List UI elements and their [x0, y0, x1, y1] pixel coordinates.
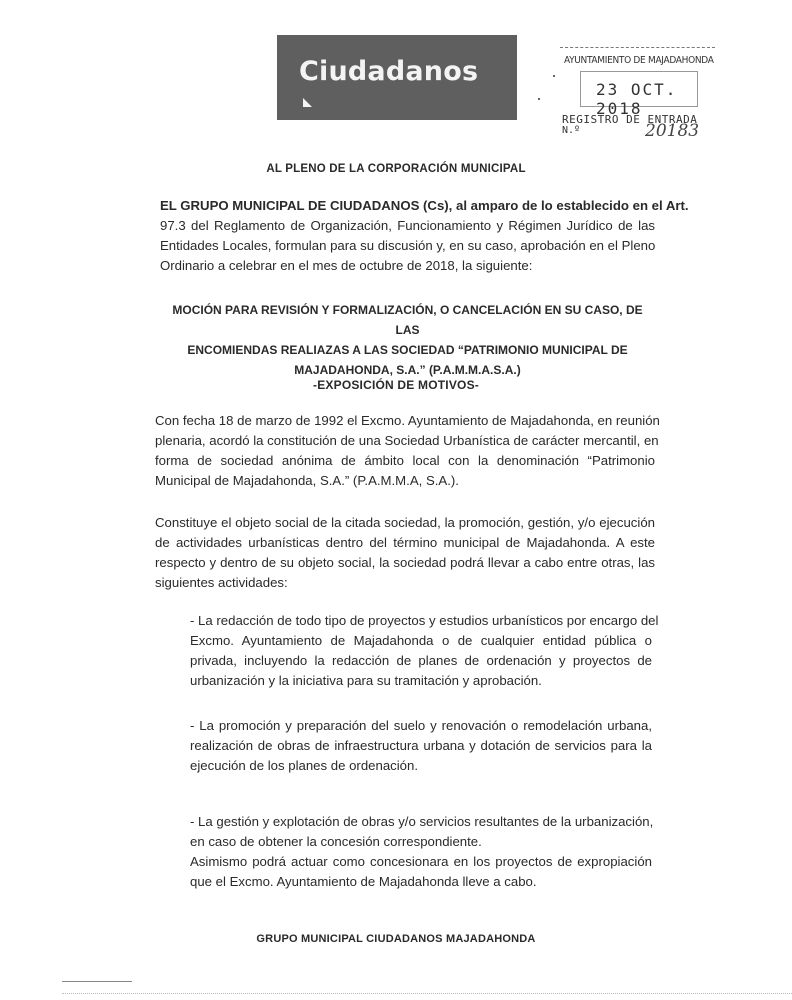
item-line: - La gestión y explotación de obras y/o servicios resultantes de la urbanización,: [190, 814, 654, 829]
item-line: privada, incluyendo la redacción de planes de ordenación y proyectos de: [190, 653, 652, 668]
scan-speck: [553, 75, 555, 77]
stamp-number-label: N.º: [562, 125, 581, 136]
intro-paragraph: [160, 196, 689, 276]
paragraph-line: de actividades urbanísticas dentro del término municipal de Majadahonda. A este: [155, 535, 655, 550]
scan-edge-mark: [62, 981, 132, 982]
paragraph-line: siguientes actividades:: [155, 575, 288, 590]
intro-line: EL GRUPO MUNICIPAL DE CIUDADANOS (Cs), al amparo de lo establecido en el Art.: [160, 198, 689, 213]
motion-title-line: MAJADAHONDA, S.A.” (P.A.M.M.A.S.A.): [294, 363, 521, 377]
activity-item-drafting: [190, 611, 659, 691]
stamp-date: 23 OCT. 2018: [596, 80, 678, 118]
motion-title-line: ENCOMIENDAS REALIAZAS A LAS SOCIEDAD “PATRIMONIO MUNICIPAL DE: [187, 343, 628, 357]
ciudadanos-logo: [277, 35, 517, 120]
paragraph-line: plenaria, acordó la constitución de una Sociedad Urbanística de carácter mercantil, en: [155, 433, 659, 448]
scan-speck: [538, 98, 540, 100]
stamp-registry-label: REGISTRO DE ENTRADA: [562, 113, 698, 126]
stamp-number: 20183: [645, 121, 700, 141]
paragraph-line: respecto y dentro de su objeto social, la sociedad podrá llevar a cabo entre otras, las: [155, 555, 655, 570]
section-title: -EXPOSICIÓN DE MOTIVOS-: [313, 378, 479, 392]
page-footer: GRUPO MUNICIPAL CIUDADANOS MAJADAHONDA: [256, 933, 536, 945]
activity-item-promotion: [190, 716, 652, 776]
motion-title: [160, 300, 655, 380]
item-line: en caso de obtener la concesión correspondiente.: [190, 834, 482, 849]
intro-line: Entidades Locales, formulan para su discusión y, en su caso, aprobación en el Pleno: [160, 238, 656, 253]
item-line: que el Excmo. Ayuntamiento de Majadahonda lleve a cabo.: [190, 874, 537, 889]
scan-edge-line: [62, 993, 792, 994]
item-line: - La promoción y preparación del suelo y renovación o remodelación urbana,: [190, 718, 652, 733]
stamp-title: AYUNTAMIENTO DE MAJADAHONDA: [564, 55, 714, 66]
stamp-border-top: [560, 47, 715, 48]
motion-title-line: MOCIÓN PARA REVISIÓN Y FORMALIZACIÓN, O CANCELACIÓN EN SU CASO, DE LAS: [172, 303, 643, 337]
item-line: realización de obras de infraestructura urbana y dotación de servicios para la: [190, 738, 652, 753]
paragraph-line: Municipal de Majadahonda, S.A.” (P.A.M.M.A, S.A.).: [155, 473, 459, 488]
registry-stamp: [560, 47, 715, 141]
item-line: - La redacción de todo tipo de proyectos y estudios urbanísticos por encargo del: [190, 613, 659, 628]
paragraph-line: forma de sociedad anónima de ámbito local con la denominación “Patrimonio: [155, 453, 655, 468]
paragraph-constitution: [155, 411, 660, 491]
intro-line: 97.3 del Reglamento de Organización, Funcionamiento y Régimen Jurídico de las: [160, 218, 655, 233]
intro-line: Ordinario a celebrar en el mes de octubre de 2018, la siguiente:: [160, 258, 533, 273]
addressee-heading: AL PLENO DE LA CORPORACIÓN MUNICIPAL: [266, 163, 526, 175]
logo-arrow-icon: [303, 98, 312, 107]
activity-item-management: [190, 812, 652, 892]
logo-text: Ciudadanos: [299, 56, 479, 87]
item-line: Excmo. Ayuntamiento de Majadahonda o de cualquier entidad pública o: [190, 633, 652, 648]
paragraph-line: Constituye el objeto social de la citada sociedad, la promoción, gestión, y/o ejecución: [155, 515, 655, 530]
paragraph-line: Con fecha 18 de marzo de 1992 el Excmo. Ayuntamiento de Majadahonda, en reunión: [155, 413, 660, 428]
item-line: Asimismo podrá actuar como concesionara en los proyectos de expropiación: [190, 854, 652, 869]
item-line: ejecución de los planes de ordenación.: [190, 758, 419, 773]
item-line: urbanización y la iniciativa para su tramitación y aprobación.: [190, 673, 542, 688]
paragraph-object: [155, 513, 655, 593]
